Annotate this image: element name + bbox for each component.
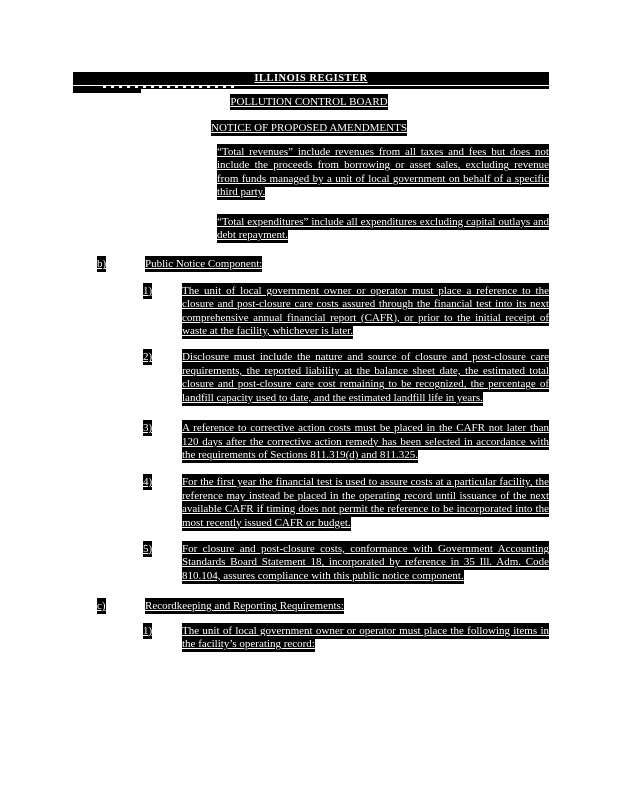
definition-text: “Total revenues” include revenues from all taxes and fees but does not include the proceeds from borrowing or asset sales, excluding revenue from funds managed by a unit of local government on behalf of a specific third party. <box>217 146 549 199</box>
item-marker: 5) <box>143 542 153 555</box>
item-text: Disclosure must include the nature and source of closure and post-closure care requirements, the reported liability at the balance sheet date, the estimated total closure and post-closure care cost remaining to be recognized, the percentage of landfill capacity used to date, and the estimated landfill life in years. <box>182 351 549 404</box>
item-text: The unit of local government owner or operator must place a reference to the closure and post-closure care costs assured through the financial test into its next comprehensive annual financial report (CAFR), or prior to the initial receipt of waste at the facility, whichever is later. <box>182 284 549 338</box>
list-item <box>143 422 549 462</box>
item-marker: 1) <box>143 624 153 637</box>
header-rule-left-segment <box>73 89 141 93</box>
board-title-row <box>0 96 618 109</box>
register-title-bar <box>73 72 549 85</box>
list-item <box>143 625 549 652</box>
section-heading: Recordkeeping and Reporting Requirements: <box>145 600 344 613</box>
section-heading: Public Notice Component: <box>145 258 263 271</box>
item-text: For the first year the financial test is used to assure costs at a particular facility, the reference may instead be placed in the operating record until issuance of the next available CAFR if timing does not permit the reference to be incorporated into the most recently issued CAFR or budget. <box>182 476 549 529</box>
item-marker: 3) <box>143 422 153 435</box>
list-item <box>143 476 549 530</box>
section-b-items <box>143 285 549 583</box>
document-body <box>97 146 549 651</box>
definition-total-revenues <box>217 146 549 200</box>
item-text: For closure and post-closure costs, conformance with Government Accounting Standards Board Statement 18, incorporated by reference in 35 Ill. Adm. Code 810.104, assures compliance with this public notice component. <box>182 542 549 582</box>
register-title: ILLINOIS REGISTER <box>254 73 368 84</box>
item-text: A reference to corrective action costs must be placed in the CAFR not later than 120 days after the corrective action remedy has been selected in accordance with the requirements of Sections 811.319(d) and 811.325. <box>182 422 549 461</box>
item-marker: 4) <box>143 476 153 489</box>
list-item <box>143 543 549 583</box>
section-b-heading-row <box>97 258 549 271</box>
board-title: POLLUTION CONTROL BOARD <box>230 96 388 108</box>
list-item <box>143 351 549 405</box>
item-text: The unit of local government owner or operator must place the following items in the facility’s operating record: <box>182 624 549 650</box>
list-item <box>143 285 549 339</box>
section-c-items <box>143 625 549 652</box>
section-c-heading-row <box>97 600 549 613</box>
illegible-scan-marks <box>103 86 235 88</box>
item-marker: 1) <box>143 284 153 297</box>
section-marker: c) <box>97 600 106 613</box>
notice-title-row <box>0 122 618 135</box>
definition-total-expenditures <box>217 216 549 243</box>
definition-text: “Total expenditures” include all expenditures excluding capital outlays and debt repayment. <box>217 215 549 242</box>
notice-title: NOTICE OF PROPOSED AMENDMENTS <box>211 122 407 134</box>
item-marker: 2) <box>143 351 153 364</box>
section-marker: b) <box>97 258 107 271</box>
